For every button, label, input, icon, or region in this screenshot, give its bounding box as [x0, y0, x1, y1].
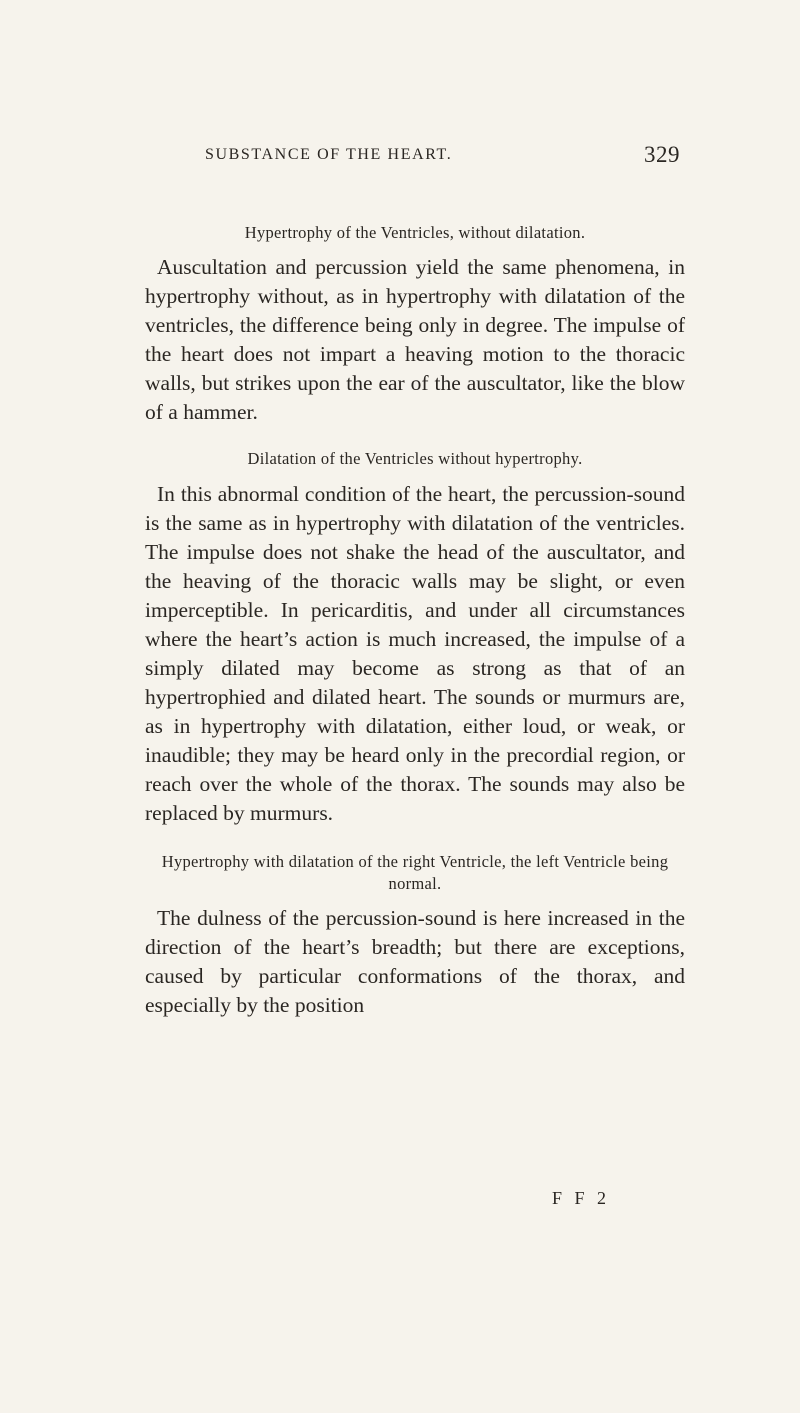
section-hypertrophy-without-dilatation	[145, 222, 685, 427]
running-title: SUBSTANCE OF THE HEART.	[205, 146, 453, 163]
section-heading: Hypertrophy of the Ventricles, without dilatation.	[244, 223, 586, 242]
section-heading: Hypertrophy with dilatation of the right Ventricle, the left Ventricle being normal.	[161, 852, 669, 893]
paragraph: In this abnormal condition of the heart, the percussion-sound is the same as in hypertrophy with dilatation of the ventricles. The impulse does not shake the head of the auscultator, and the heaving of the thoracic walls may be slight, or even imperceptible. In pericarditis, and under all circumstances where the heart’s action is much increased, the impulse of a simply dilated may become as strong as that of an hypertrophied and dilated heart. The sounds or murmurs are, as in hypertrophy with dilatation, either loud, or weak, or inaudible; they may be heard only in the precordial region, or reach over the whole of the thorax. The sounds may also be replaced by murmurs.	[145, 482, 685, 825]
section-dilatation-without-hypertrophy	[145, 448, 685, 828]
signature-mark: F F 2	[552, 1188, 611, 1208]
running-head	[205, 142, 680, 172]
paragraph: The dulness of the percussion-sound is here increased in the direction of the heart’s breadth; but there are exceptions, caused by particular conformations of the thorax, and especially by the position	[145, 906, 685, 1017]
paragraph: Auscultation and percussion yield the same phenomena, in hypertrophy without, as in hypertrophy with dilatation of the ventricles, the difference being only in degree. The impulse of the heart does not impart a heaving motion to the thoracic walls, but strikes upon the ear of the auscultator, like the blow of a hammer.	[145, 255, 685, 424]
section-right-ventricle-hypertrophy	[145, 851, 685, 1020]
page-number: 329	[644, 142, 680, 167]
section-heading: Dilatation of the Ventricles without hypertrophy.	[247, 449, 583, 468]
body-text	[145, 222, 685, 1020]
